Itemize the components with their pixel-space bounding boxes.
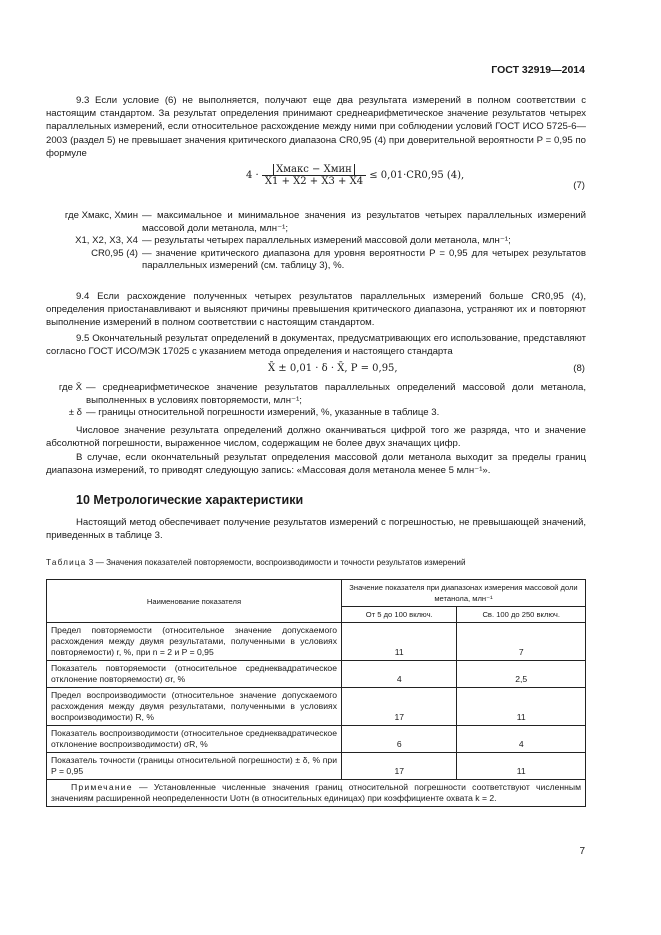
col-name-header: Наименование показателя [47,580,342,623]
definition-symbol: где Xмакс, Xмин [64,210,138,221]
formula-8-definitions [46,382,586,420]
row-name: Предел повторяемости (относительное значение допускаемого расхождения между двумя результатами, полученными в условиях повторяемости) r, %, при n = 2 и P = 0,95 [47,623,342,661]
paragraph-9-3: 9.3 Если условие (6) не выполняется, получают еще два результата измерений в полном соответствии с настоящим стандартом. За результат определения принимают среднеарифметическое значение результатов четырех параллельных измерений, если относительное расхождение между ними при соблюдении условий ГОСТ ИСО 5725-6—2003 (раздел 5) не превышает значения критического диапазона CR0,95 (4) при доверительной вероятности P = 0,95 по формуле [46,95,586,159]
formula-8-number: (8) [573,363,585,374]
table-caption-label: Таблица [46,558,87,567]
row-value-range2: 4 [457,726,586,753]
row-value-range1: 17 [342,753,457,780]
definition-text: — максимальное и минимальное значения из результатов четырех параллельных измерений массовой доли метанола, млн⁻¹; [142,210,586,234]
row-name: Показатель воспроизводимости (относительное среднеквадратическое отклонение воспроизводимости) σR, % [47,726,342,753]
table-row [47,661,586,688]
table-note-row [47,780,586,807]
paragraph-out-of-range: В случае, если окончательный результат определения массовой доли метанола выходит за пределы границ диапазона измерений, то приводят следующую запись: «Массовая доля метанола менее 5 млн⁻¹». [46,452,586,477]
col-group-header: Значение показателя при диапазонах измерения массовой доли метанола, млн⁻¹ [342,580,586,607]
definition-symbol: где X̄ [58,382,82,393]
note-label: Примечание [71,782,133,792]
definition-text: — результаты четырех параллельных измерений массовой доли метанола, млн⁻¹; [142,235,511,247]
definition-text: — границы относительной погрешности измерений, %, указанные в таблице 3. [86,407,440,419]
formula-7 [246,164,464,187]
note-text: — Установленные численные значения границ относительной погрешности соответствуют численным значениям расширенной неопределенности Uотн (в относительных единицах) при коэффициенте охвата k = 2. [51,782,582,803]
table-note [47,780,586,807]
table-row [47,753,586,780]
row-name: Показатель повторяемости (относительное среднеквадратическое отклонение повторяемости) σr, % [47,661,342,688]
formula-8: X̄ ± 0,01 · δ · X̄, P = 0,95, [268,363,398,374]
paragraph-9-4: 9.4 Если расхождение полученных четырех результатов параллельных измерений больше CR0,95 (4), определения приостанавливают и выясняют причины превышения критического диапазона, устраняют их и повторяют выполнение измерений в полном соответствии с настоящим стандартом. [46,291,586,329]
section-10-title: 10 Метрологические характеристики [76,493,304,507]
row-value-range1: 11 [342,623,457,661]
definition-symbol: X1, X2, X3, X4 [75,235,138,247]
definition-text: — значение критического диапазона для уровня вероятности P = 0,95 для четырех результатов параллельных измерений (см. таблицу 3), %. [142,247,586,272]
formula-7-coef: 4 · [246,170,259,181]
page-number: 7 [579,846,585,857]
table-header-row [47,580,586,607]
paragraph-numeric-value: Числовое значение результата определений должно оканчиваться цифрой того же разряда, что и значение абсолютной погрешности, выраженное числом, содержащим не более двух значащих цифр. [46,425,586,450]
definition-symbol: ± δ [68,407,82,419]
col-range2-header: Св. 100 до 250 включ. [457,607,586,623]
table-caption-text: 3 — Значения показателей повторяемости, воспроизводимости и точности результатов измерений [88,558,466,567]
table-row [47,623,586,661]
row-value-range2: 11 [457,688,586,726]
definition-row [46,235,586,248]
formula-7-definitions [46,210,586,273]
section-10-text: Настоящий метод обеспечивает получение результатов измерений с погрешностью, не превышающей значений, приведенных в таблице 3. [46,517,586,542]
row-name: Показатель точности (границы относительной погрешности) ± δ, % при P = 0,95 [47,753,342,780]
row-name: Предел воспроизводимости (относительное значение допускаемого расхождения между двумя результатами, полученными в условиях воспроизводимости) R, % [47,688,342,726]
formula-7-numerator: Xмакс − Xмин [273,164,355,175]
formula-7-denominator: X1 + X2 + X3 + X4 [264,176,364,187]
row-value-range2: 7 [457,623,586,661]
row-value-range1: 4 [342,661,457,688]
paragraph-9-5: 9.5 Окончательный результат определений в документах, предусматривающих его использование, представляют согласно ГОСТ ИСО/МЭК 17025 с указанием метода определения и настоящего стандарта [46,333,586,358]
row-value-range2: 11 [457,753,586,780]
formula-7-number: (7) [573,180,585,191]
row-value-range1: 6 [342,726,457,753]
col-range1-header: От 5 до 100 включ. [342,607,457,623]
table-row [47,726,586,753]
row-value-range2: 2,5 [457,661,586,688]
doc-code-header: ГОСТ 32919—2014 [491,64,585,76]
definition-row [46,248,586,273]
table-row [47,688,586,726]
definition-symbol: CR0,95 (4) [91,247,138,259]
formula-7-rhs: ≤ 0,01·CR0,95 (4), [369,170,465,181]
definition-row [46,210,586,235]
table-3 [46,579,586,807]
row-value-range1: 17 [342,688,457,726]
definition-row [46,382,586,407]
definition-text: — среднеарифметическое значение результатов параллельных определений массовой доли метанола, выполненных в условиях повторяемости, млн⁻¹; [86,382,586,406]
definition-row [46,407,586,420]
table-3-caption [46,558,586,567]
